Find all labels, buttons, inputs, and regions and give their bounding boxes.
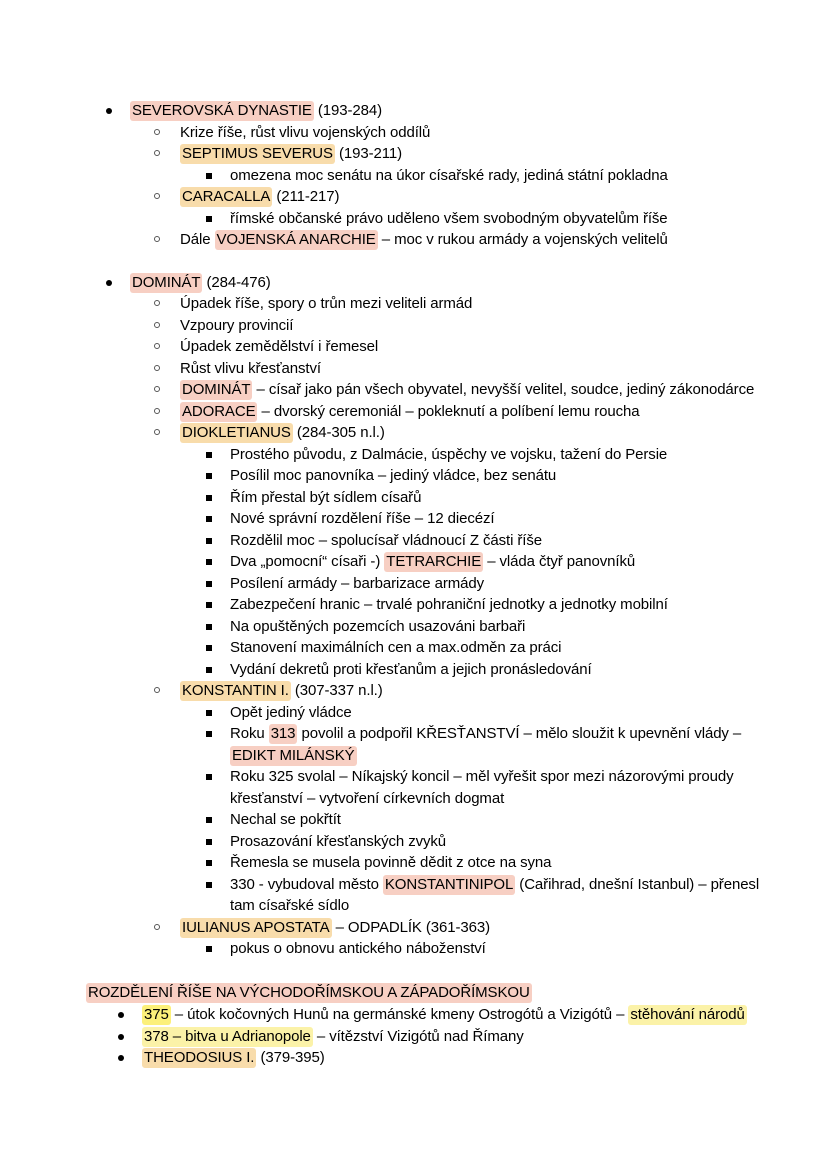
nikajsky-row: Roku 325 svolal – Níkajský koncil – měl vyřešit spor mezi názorovými proudy křesťanství – vytvoření církevních dogmat xyxy=(230,766,768,809)
iulianus-children xyxy=(180,938,768,960)
outline-item-diokletianus-dekrety xyxy=(180,659,768,681)
outline-item-septimus-severus xyxy=(130,143,768,186)
konstantinipol-prefix: 330 - vybudoval město xyxy=(230,875,383,893)
y375-row xyxy=(142,1004,768,1026)
outline-item-adorace xyxy=(130,401,768,423)
iulianus-detail-row: pokus o obnovu antického náboženství xyxy=(230,938,768,960)
outline-item-konstantin-opet xyxy=(180,702,768,724)
dominat-title-highlight: DOMINÁT xyxy=(132,273,201,291)
konstantinipol-rest: (Cařihrad, dnešní Istanbul) – přenesl tam císařské sídlo xyxy=(230,875,760,914)
outline-item-konstantin-pokrtit xyxy=(180,809,768,831)
konstantin-name-highlight: KONSTANTIN I. xyxy=(182,682,289,699)
outline-item-diokletianus-rozdelil xyxy=(180,530,768,552)
y378-rest: – vítězství Vizigótů nad Římany xyxy=(312,1027,524,1045)
tetrarchie-rest: – vláda čtyř panovníků xyxy=(483,553,636,570)
diokletianus-rozdelil-row: Rozdělil moc – spolucísař vládnoucí Z části říše xyxy=(230,530,768,552)
vzpoury-row: Vzpoury provincií xyxy=(180,315,768,337)
rozdeleni-heading xyxy=(86,982,768,1004)
septimus-row xyxy=(180,143,768,165)
dominat-title-years: (284-476) xyxy=(202,273,271,291)
dominat-definice-rest: – císař jako pán všech obyvatel, nevyšší velitel, soudce, jediný zákonodárce xyxy=(252,381,755,398)
diokletianus-ceny-row: Stanovení maximálních cen a max.odměn za práci xyxy=(230,637,768,659)
outline-item-375 xyxy=(88,1004,768,1026)
outline-item-upadek-rise xyxy=(130,293,768,315)
outline-item-rust-krestanstvi xyxy=(130,358,768,380)
outline-item-diokletianus-rim xyxy=(180,487,768,509)
caracalla-name-highlight: CARACALLA xyxy=(182,188,271,205)
y375-stehovani-highlight: stěhování národů xyxy=(630,1006,745,1023)
theodosius-row xyxy=(142,1047,768,1069)
tetrarchie-row xyxy=(230,551,768,573)
outline-item-upadek-zemedelstvi xyxy=(130,336,768,358)
dominat-title-row xyxy=(130,272,768,294)
diokletianus-posilil-row: Posílil moc panovníka – jediný vládce, bez senátu xyxy=(230,465,768,487)
upadek-rise-row: Úpadek říše, spory o trůn mezi veliteli armád xyxy=(180,293,768,315)
diokletianus-dekrety-row: Vydání dekretů proti křesťanům a jejich pronásledování xyxy=(230,659,768,681)
dominat-children xyxy=(130,293,768,960)
dominat-definice-highlight: DOMINÁT xyxy=(182,381,251,398)
iulianus-name-highlight: IULIANUS APOSTATA xyxy=(182,918,330,936)
severovska-title-highlight: SEVEROVSKÁ DYNASTIE xyxy=(132,102,312,119)
caracalla-row xyxy=(180,186,768,208)
outline-item-konstantin-zvyky xyxy=(180,831,768,853)
outline-item-septimus-detail xyxy=(180,165,768,187)
diokletianus-posileni-row: Posílení armády – barbarizace armády xyxy=(230,573,768,595)
outline-item-diokletianus-posilil xyxy=(180,465,768,487)
adorace-rest: – dvorský ceremoniál – pokleknutí a políbení lemu roucha xyxy=(257,402,640,420)
outline-item-caracalla xyxy=(130,186,768,229)
outline-item-severovska-dynastie xyxy=(88,100,768,251)
rust-krestanstvi-row: Růst vlivu křesťanství xyxy=(180,358,768,380)
tetrarchie-name-highlight: TETRARCHIE xyxy=(386,553,482,570)
outline-item-nikajsky-koncil xyxy=(180,766,768,809)
konstantinipol-name-highlight: KONSTANTINIPOL xyxy=(384,875,514,893)
septimus-years: (193-211) xyxy=(334,145,403,162)
outline-item-vojenska-anarchie xyxy=(130,229,768,251)
adorace-row xyxy=(180,401,768,423)
edikt-prefix: Roku xyxy=(230,725,269,742)
diokletianus-hranice-row: Zabezpečení hranic – trvalé pohraniční jednotky a jednotky mobilní xyxy=(230,594,768,616)
outline-item-diokletianus-pozemky xyxy=(180,616,768,638)
outline-item-diokletianus-posileni xyxy=(180,573,768,595)
edikt-middle: povolil a podpořil KŘESŤANSTVÍ – mělo sloužit k upevnění vlády – xyxy=(297,725,742,742)
outline-item-konstantinipol xyxy=(180,874,768,917)
spacer-after-severovska xyxy=(88,251,768,272)
y378-highlight: 378 – bitva u Adrianopole xyxy=(144,1027,311,1045)
diokletianus-diecezi-row: Nové správní rozdělení říše – 12 diecézí xyxy=(230,508,768,530)
caracalla-children xyxy=(180,208,768,230)
theodosius-years: (379-395) xyxy=(256,1049,325,1066)
outline-item-dominat xyxy=(88,272,768,960)
edikt-name-highlight: EDIKT MILÁNSKÝ xyxy=(232,746,355,764)
outline-item-caracalla-detail xyxy=(180,208,768,230)
outline-item-diokletianus-diecezi xyxy=(180,508,768,530)
severovska-children xyxy=(130,122,768,251)
septimus-children xyxy=(180,165,768,187)
outline-item-konstantin-remesla xyxy=(180,852,768,874)
spacer-before-rozdeleni xyxy=(88,960,768,982)
anarchie-rest: – moc v rukou armády a vojenských velitelů xyxy=(377,231,668,248)
outline-item-378 xyxy=(88,1026,768,1048)
outline-item-iulianus-apostata xyxy=(130,917,768,960)
konstantin-children xyxy=(180,702,768,917)
konstantin-zvyky-row: Prosazování křesťanských zvyků xyxy=(230,831,768,853)
iulianus-row xyxy=(180,917,768,939)
outline-item-vzpoury xyxy=(130,315,768,337)
severovska-title-row xyxy=(130,100,768,122)
anarchie-row xyxy=(180,229,768,251)
anarchie-prefix: Dále xyxy=(180,231,215,248)
adorace-name-highlight: ADORACE xyxy=(182,402,256,420)
diokletianus-pozemky-row: Na opuštěných pozemcích usazováni barbaři xyxy=(230,616,768,638)
iulianus-rest: – ODPADLÍK (361-363) xyxy=(331,918,491,936)
y375-middle: – útok kočovných Hunů na germánské kmeny Ostrogótů a Vizigótů – xyxy=(170,1006,629,1023)
konstantin-remesla-row: Řemesla se musela povinně dědit z otce na syna xyxy=(230,852,768,874)
septimus-name-highlight: SEPTIMUS SEVERUS xyxy=(182,145,333,162)
diokletianus-row xyxy=(180,422,768,444)
konstantin-opet-row: Opět jediný vládce xyxy=(230,702,768,724)
diokletianus-name-highlight: DIOKLETIANUS xyxy=(182,424,291,441)
outline-item-diokletianus-puvod xyxy=(180,444,768,466)
outline-item-theodosius xyxy=(88,1047,768,1069)
outline-item-diokletianus-hranice xyxy=(180,594,768,616)
edikt-row xyxy=(230,723,768,766)
konstantin-row xyxy=(180,680,768,702)
severovska-title-years: (193-284) xyxy=(313,102,383,119)
anarchie-name-highlight: VOJENSKÁ ANARCHIE xyxy=(216,231,376,248)
diokletianus-children xyxy=(180,444,768,681)
outline-item-diokletianus-ceny xyxy=(180,637,768,659)
edikt-year-highlight: 313 xyxy=(270,725,296,742)
diokletianus-puvod-row: Prostého původu, z Dalmácie, úspěchy ve vojsku, tažení do Persie xyxy=(230,444,768,466)
y378-row xyxy=(142,1026,768,1048)
theodosius-name-highlight: THEODOSIUS I. xyxy=(144,1049,255,1066)
outline-item-krize xyxy=(130,122,768,144)
rozdeleni-heading-highlight: ROZDĚLENÍ ŘÍŠE NA VÝCHODOŘÍMSKOU A ZÁPADOŘÍMSKOU xyxy=(88,983,530,1001)
caracalla-detail-row: římské občanské právo uděleno všem svobodným obyvatelům říše xyxy=(230,208,768,230)
outline-item-tetrarchie xyxy=(180,551,768,573)
septimus-detail-row: omezena moc senátu na úkor císařské rady, jediná státní pokladna xyxy=(230,165,768,187)
konstantinipol-row xyxy=(230,874,768,917)
konstantin-pokrtit-row: Nechal se pokřtít xyxy=(230,809,768,831)
diokletianus-years: (284-305 n.l.) xyxy=(292,424,385,441)
outline-item-konstantin xyxy=(130,680,768,917)
outline-item-edikt-milansky xyxy=(180,723,768,766)
krize-row: Krize říše, růst vlivu vojenských oddílů xyxy=(180,122,768,144)
tetrarchie-prefix: Dva „pomocní“ císaři -) xyxy=(230,553,385,570)
outline-item-dominat-definice xyxy=(130,379,768,401)
caracalla-years: (211-217) xyxy=(272,188,340,205)
outline-root xyxy=(88,100,768,960)
upadek-zemedelstvi-row: Úpadek zemědělství i řemesel xyxy=(180,336,768,358)
konstantin-years: (307-337 n.l.) xyxy=(290,682,383,699)
diokletianus-rim-row: Řím přestal být sídlem císařů xyxy=(230,487,768,509)
rozdeleni-list xyxy=(88,1004,768,1069)
outline-item-diokletianus xyxy=(130,422,768,680)
outline-item-iulianus-detail xyxy=(180,938,768,960)
y375-year-highlight: 375 xyxy=(144,1006,169,1023)
dominat-definice-row xyxy=(180,379,768,401)
